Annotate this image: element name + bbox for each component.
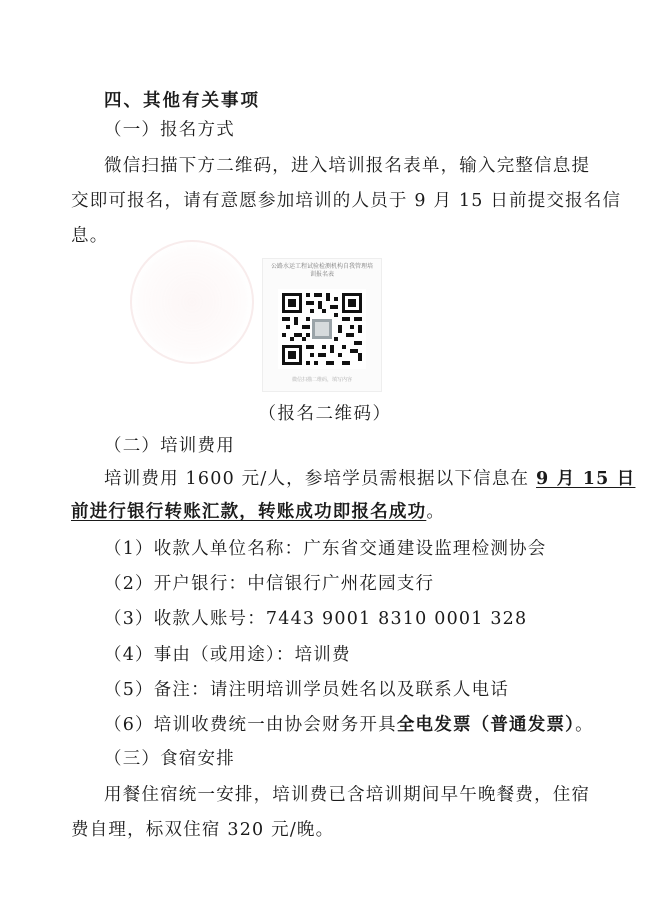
qr-code-icon[interactable]: [278, 289, 366, 369]
subsection-title-fee: （二）培训费用: [104, 436, 235, 456]
qr-title-line: 训报名表: [309, 271, 334, 278]
qr-card-footer: 微信扫描二维码，填写内容: [291, 377, 352, 383]
subsection-title-registration: （一）报名方式: [104, 120, 235, 140]
registration-paragraph-line: 交即可报名，请有意愿参加培训的人员于 9 月 15 日前提交报名信: [71, 191, 622, 211]
qr-title-line: 公路水运工程试验检测机构自我管理培: [270, 263, 373, 270]
subsection-title-lodging: （三）食宿安排: [104, 749, 235, 769]
invoice-text: （6）培训收费统一由协会财务开具: [104, 715, 397, 735]
fee-text: 培训费用 1600 元/人，参培学员需根据以下信息在: [104, 469, 537, 489]
lodging-paragraph-line: 费自理，标双住宿 320 元/晚。: [71, 820, 335, 840]
fee-deadline: 9 月 15 日: [536, 469, 636, 489]
payment-item-remark: （5）备注：请注明培训学员姓名以及联系人电话: [104, 680, 510, 700]
fee-paragraph-line: [71, 500, 445, 524]
payment-item-bank: （2）开户银行：中信银行广州花园支行: [104, 574, 435, 594]
registration-paragraph-line: 息。: [71, 226, 109, 246]
invoice-period: 。: [575, 715, 594, 735]
fee-transfer-note: 前进行银行转账汇款，转账成功即报名成功: [71, 502, 427, 522]
fee-period: 。: [426, 502, 446, 522]
payment-item-payee: （1）收款人单位名称：广东省交通建设监理检测协会: [104, 539, 547, 559]
fee-paragraph-line: [104, 467, 635, 491]
faint-seal-stamp: [130, 240, 254, 364]
lodging-paragraph-line: 用餐住宿统一安排，培训费已含培训期间早午晚餐费，住宿: [104, 785, 591, 805]
qr-code-card: [262, 258, 382, 392]
qr-caption: （报名二维码）: [258, 404, 392, 424]
qr-card-title: [263, 263, 381, 279]
invoice-type: 全电发票（普通发票）: [396, 715, 576, 735]
payment-item-invoice: [104, 713, 594, 737]
payment-item-purpose: （4）事由（或用途）：培训费: [104, 645, 351, 665]
registration-paragraph-line: 微信扫描下方二维码，进入培训报名表单，输入完整信息提: [104, 156, 591, 176]
section-heading: 四、其他有关事项: [104, 91, 260, 111]
payment-item-account: （3）收款人账号：7443 9001 8310 0001 328: [104, 609, 528, 629]
